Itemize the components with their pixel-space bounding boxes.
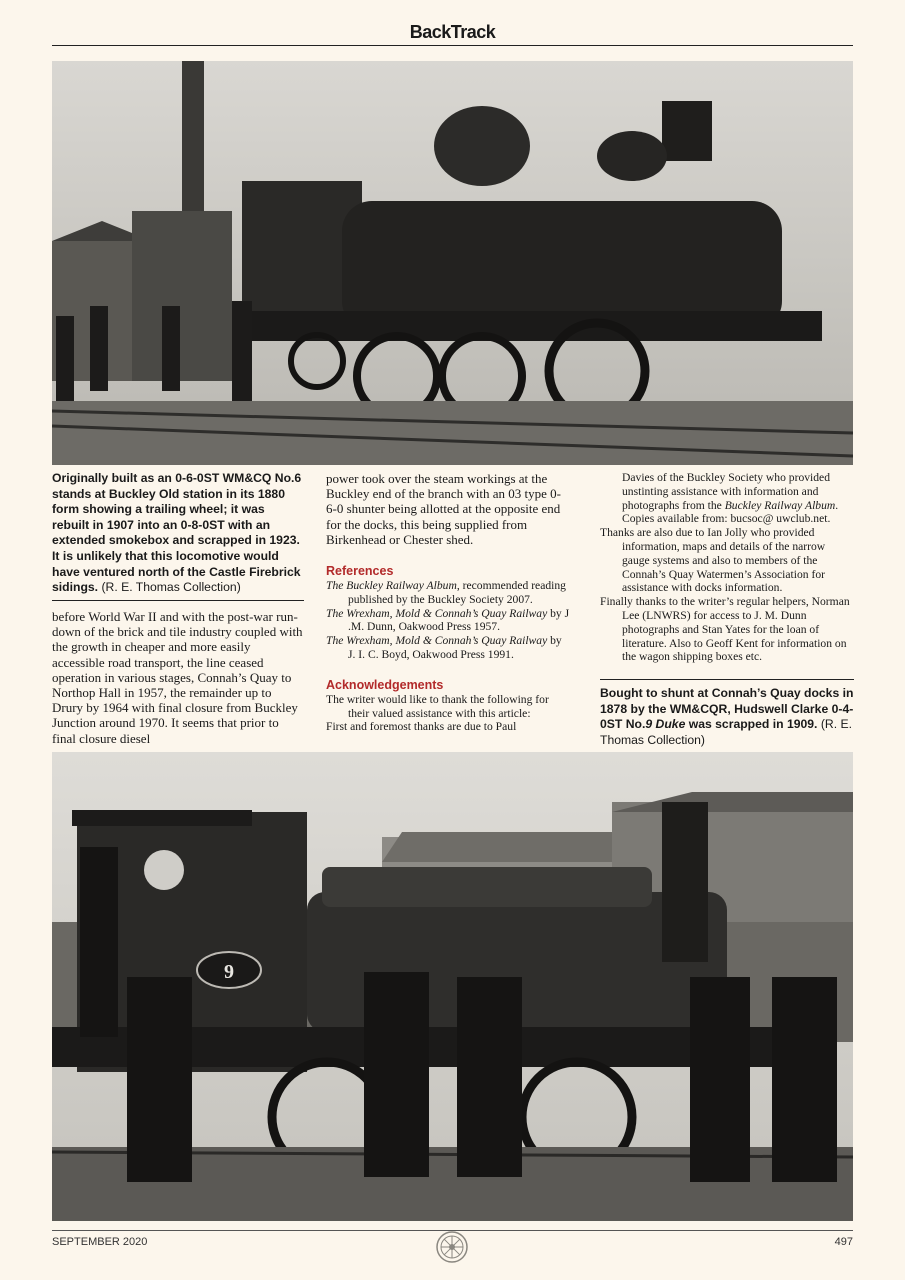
caption-rule: [600, 679, 854, 680]
photo-caption-top: [52, 471, 304, 596]
number-plate-text: 9: [224, 961, 234, 983]
issue-date: SEPTEMBER 2020: [52, 1236, 148, 1248]
page-number: 497: [834, 1236, 853, 1248]
photo-caption-bottom: [600, 686, 856, 748]
caption-rule: [52, 600, 304, 601]
ack-paragraph: Thanks are also due to Ian Jolly who provided information, maps and details of the narrow gauge systems and also to members of the Connah’s Quay Watermen’s Association for assistance with docks information.: [600, 526, 826, 595]
article-column-2: [326, 471, 570, 734]
reference-item: The Wrexham, Mold & Connah’s Quay Railway by J .M. Dunn, Oakwood Press 1957.: [326, 606, 570, 634]
caption-credit: (R. E. Thomas Collection): [600, 717, 852, 747]
ack-paragraph: The writer would like to thank the following for their valued assistance with this article:: [326, 692, 549, 720]
ack-paragraph: Finally thanks to the writer’s regular helpers, Norman Lee (LNWRS) for access to J. M. Dunn photographs and Stan Yates for the loan of literature. Also to Geoff Kent for information on the wagon shipping boxes etc.: [600, 595, 850, 664]
reference-item: The Buckley Railway Album, recommended reading published by the Buckley Society 2007.: [326, 579, 566, 606]
reference-item: The Wrexham, Mold & Connah’s Quay Railway by J. I. C. Boyd, Oakwood Press 1991.: [326, 634, 562, 661]
caption-text: Bought to shunt at Connah’s Quay docks in 1878 by the WM&CQR, Hudswell Clarke 0-4-0ST No.9 Duke was scrapped in 1909.: [600, 686, 854, 732]
references-list: [326, 579, 570, 662]
acknowledgements-heading: Acknowledgements: [326, 677, 444, 692]
ack-paragraph: Davies of the Buckley Society who provided unstinting assistance with information and photographs from the Buckley Railway Album. Copies available from: bucsoc@ uwclub.net.: [622, 471, 839, 526]
locomotive-photo-top: [52, 61, 853, 465]
references-heading: References: [326, 564, 394, 579]
article-column-1: before World War II and with the post-war run-down of the brick and tile industry coupled with the growth in cheaper and more easily accessible road transport, the line ceased operation in various stages, Connah’s Quay to Northop Hall in 1957, the remainder up to Drury by 1964 with final closure from Buckley Junction around 1970. It seems that prior to final closure diesel: [52, 609, 303, 746]
wheel-logo-icon: [435, 1230, 469, 1264]
article-column-3: [600, 471, 854, 664]
body-paragraph: power took over the steam workings at the Buckley end of the branch with an 03 type 0-6-0 shunter being allotted at the opposite end for the docks, this being supplied from Birkenhead or Chester shed.: [326, 471, 562, 547]
caption-credit: (R. E. Thomas Collection): [101, 580, 241, 595]
acknowledgements-text: [326, 693, 570, 734]
caption-text: Originally built as an 0-6-0ST WM&CQ No.6 stands at Buckley Old station in its 1880 form showing a trailing wheel; it was rebuilt in 1907 into an 0-8-0ST with an extended smokebox and scrapped in 1923. It is unlikely that this locomotive would have ventured north of the Castle Firebrick sidings.: [52, 471, 302, 595]
locomotive-photo-bottom: [52, 752, 853, 1221]
masthead: BackTrack: [409, 22, 496, 42]
header-rule: [52, 45, 853, 46]
ack-paragraph: First and foremost thanks are due to Paul: [326, 720, 517, 734]
